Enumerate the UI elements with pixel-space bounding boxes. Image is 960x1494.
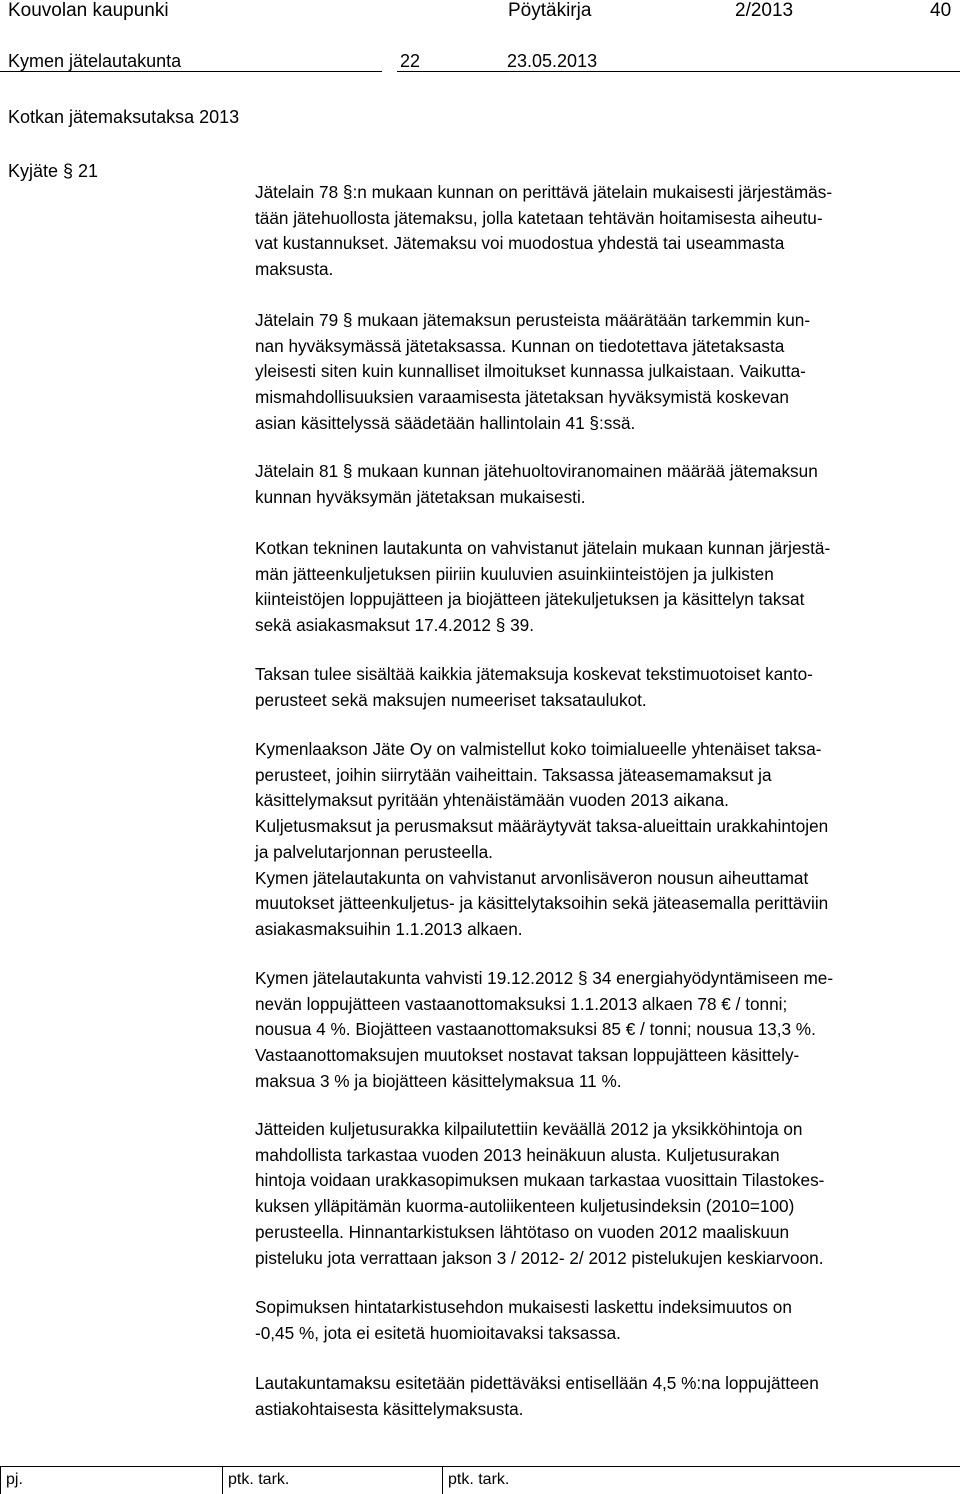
footer-rule <box>0 1466 960 1467</box>
paragraph-1: Jätelain 78 §:n mukaan kunnan on perittävä jätelain mukaisesti järjestämäs- tään jätehuollosta jätemaksu, jolla katetaan tehtävän hoitamisesta aiheutu- vat kustannukset. Jätemaksu voi muodostua yhdestä tai useammasta maksusta. <box>255 182 833 280</box>
paragraph-7: Kymen jätelautakunta vahvisti 19.12.2012 § 34 energiahyödyntämiseen me- nevän loppujätteen vastaanottomaksuksi 1.1.2013 alkaen 78 € / tonni; nousua 4 %. Biojätteen vastaanottomaksuksi 85 € / tonni; nousua 13,3 %. Vastaanottomaksujen muutokset nostavat taksan loppujätteen käsittely- maksua 3 % ja biojätteen käsittelymaksua 11 %. <box>255 968 834 1091</box>
document-title: Kotkan jätemaksutaksa 2013 <box>8 107 240 127</box>
footer-divider-3 <box>442 1466 443 1494</box>
paragraph-3: Jätelain 81 § mukaan kunnan jätehuoltoviranomainen määrää jätemaksun kunnan hyväksymän jätetaksan mukaisesti. <box>255 461 818 507</box>
paragraph-9: Sopimuksen hintatarkistusehdon mukaisesti laskettu indeksimuutos on -0,45 %, jota ei esitetä huomioitavaksi taksassa. <box>255 1297 792 1343</box>
section-number: 22 <box>400 51 421 71</box>
paragraph-8: Jätteiden kuljetusurakka kilpailutettiin keväällä 2012 ja yksikköhintoja on mahdollista tarkastaa vuoden 2013 heinäkuun alusta. Kuljetusurakan hintoja voidaan urakkasopimuksen mukaan tarkastaa vuosittain Tilastokes- kuksen ylläpitämän kuorma-autoliikenteen kuljetusindeksin (2010=100) perusteella. Hinnantarkistuksen lähtötaso on vuoden 2012 maaliskuun pisteluku jota verrattaan jakson 3 / 2012- 2/ 2012 pistelukujen keskiarvoon. <box>255 1119 825 1268</box>
signature-checker-1: ptk. tark. <box>228 1471 290 1488</box>
signature-checker-2: ptk. tark. <box>448 1471 510 1488</box>
case-number: Kyjäte § 21 <box>8 161 99 181</box>
header-rule-right <box>397 71 960 72</box>
board-name: Kymen jätelautakunta <box>8 51 182 71</box>
org-name: Kouvolan kaupunki <box>8 0 169 21</box>
signature-chair: pj. <box>6 1471 23 1488</box>
paragraph-5: Taksan tulee sisältää kaikkia jätemaksuja koskevat tekstimuotoiset kanto- perusteet sekä maksujen numeeriset taksataulukot. <box>255 664 813 710</box>
paragraph-4: Kotkan tekninen lautakunta on vahvistanut jätelain mukaan kunnan järjestä- män jätteenkuljetuksen piiriin kuuluvien asuinkiinteistöjen ja julkisten kiinteistöjen loppujätteen ja biojätteen jätekuljetuksen ja käsittelyn taksat sekä asiakasmaksut 17.4.2012 § 39. <box>255 538 831 636</box>
footer-divider-1 <box>0 1466 1 1494</box>
footer-divider-2 <box>222 1466 223 1494</box>
issue-number: 2/2013 <box>735 0 794 21</box>
page-number: 40 <box>930 0 952 21</box>
paragraph-10: Lautakuntamaksu esitetään pidettäväksi entisellään 4,5 %:na loppujätteen astiakohtaisesta käsittelymaksusta. <box>255 1373 819 1419</box>
paragraph-6: Kymenlaakson Jäte Oy on valmistellut koko toimialueelle yhtenäiset taksa- perusteet, joihin siirrytään vaiheittain. Taksassa jäteasemamaksut ja käsittelymaksut pyritään yhtenäistämään vuoden 2013 aikana. Kuljetusmaksut ja perusmaksut määräytyvät taksa-alueittain urakkahintojen ja palvelutarjonnan perusteella. Kymen jätelautakunta on vahvistanut arvonlisäveron nousun aiheuttamat muutokset jätteenkuljetus- ja käsittelytaksoihin sekä jäteasemalla perittäviin asiakasmaksuihin 1.1.2013 alkaen. <box>255 739 829 939</box>
header-rule-left <box>0 71 382 72</box>
doc-type: Pöytäkirja <box>508 0 592 21</box>
paragraph-2: Jätelain 79 § mukaan jätemaksun perusteista määrätään tarkemmin kun- nan hyväksymässä jätetaksassa. Kunnan on tiedotettava jätetaksasta yleisesti siten kuin kunnalliset ilmoitukset kunnassa julkaistaan. Vaikutta- mismahdollisuuksien varaamisesta jätetaksan hyväksymistä koskevan asian käsittelyssä säädetään hallintolain 41 §:ssä. <box>255 310 811 433</box>
meeting-date: 23.05.2013 <box>507 51 598 71</box>
